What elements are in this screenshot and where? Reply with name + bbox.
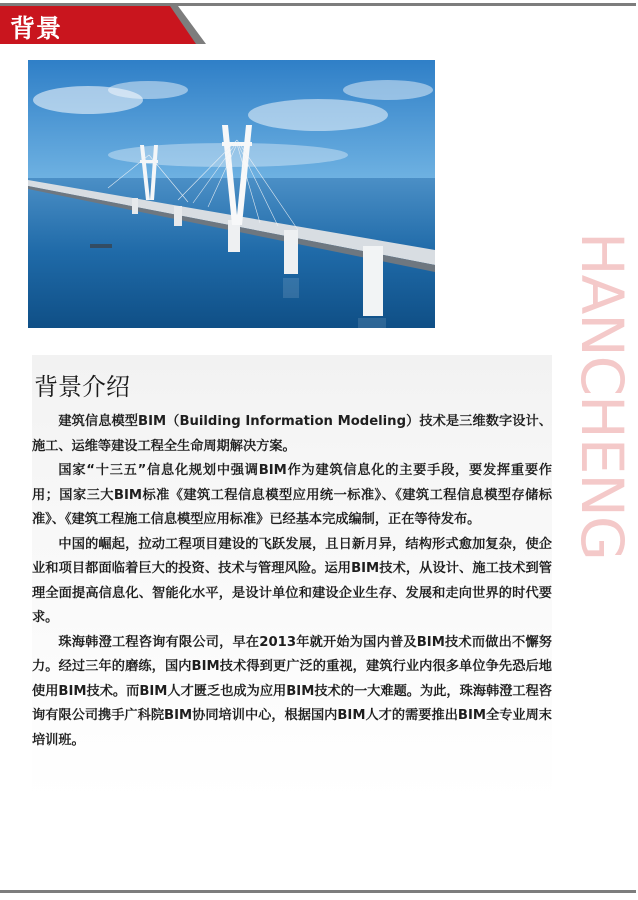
paragraph: 建筑信息模型BIM（Building Information Modeling）技术是三维数字设计、施工、运维等建设工程全生命周期解决方案。	[32, 414, 552, 454]
watermark-text	[568, 232, 638, 682]
page-title: 背景	[10, 14, 63, 43]
paragraph: 中国的崛起，拉动工程项目建设的飞跃发展，且日新月异，结构形式愈加复杂，使企业和项目都面临着巨大的投资、技术与管理风险。运用BIM技术，从设计、施工技术到管理全面提高信息化、智能化水平，是设计单位和建设企业生存、发展和走向世界的时代要求。	[32, 536, 552, 625]
intro-body	[32, 410, 552, 753]
paragraph: 珠海韩澄工程咨询有限公司，早在2013年就开始为国内普及BIM技术而做出不懈努力。经过三年的磨练，国内BIM技术得到更广泛的重视，建筑行业内很多单位争先恐后地使用BIM技术。而BIM人才匮乏也成为应用BIM技术的一大难题。为此，珠海韩澄工程咨询有限公司携手广科院BIM协同培训中心，根据国内BIM人才的需要推出BIM全专业周末培训班。	[32, 634, 552, 748]
bridge-photo	[28, 60, 435, 328]
background-intro-panel	[32, 355, 552, 802]
section-title-tab	[0, 6, 210, 44]
watermark-letters: HANCHENG	[568, 232, 636, 560]
paragraph: 国家“十三五”信息化规划中强调BIM作为建筑信息化的主要手段，要发挥重要作用；国家三大BIM标准《建筑工程信息模型应用统一标准》、《建筑工程信息模型存储标准》、《建筑工程施工信息模型应用标准》已经基本完成编制，正在等待发布。	[32, 463, 552, 527]
bottom-rule	[0, 890, 636, 893]
section-heading: 背景介绍	[34, 373, 130, 401]
